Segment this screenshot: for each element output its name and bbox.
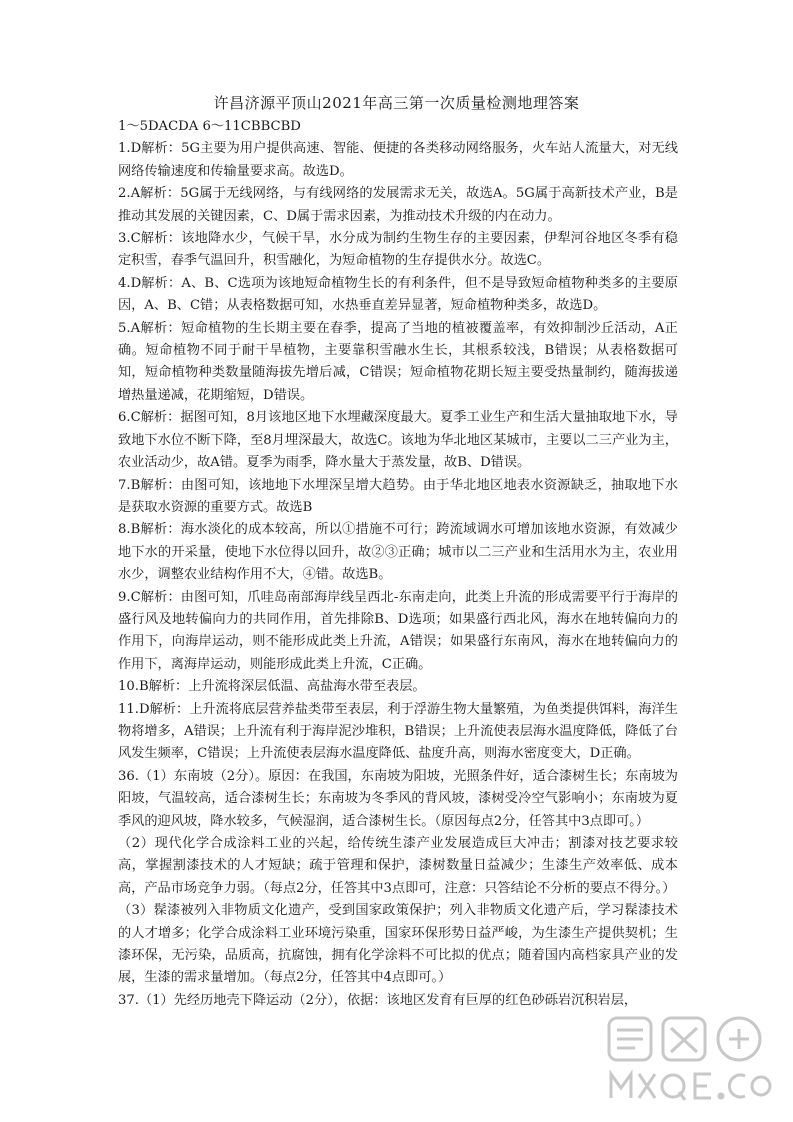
answer-paragraph: 3.C解析：该地降水少，气候干旱，水分成为制约生物生存的主要因素，伊犁河谷地区冬季有稳定积雪，春季气温回升，积雪融化，为短命植物的生存提供水分。故选C。 [118, 231, 678, 269]
answer-paragraph: 6.C解析：据图可知，8月该地区地下水埋藏深度最大。夏季工业生产和生活大量抽取地下水，导致地下水位不断下降，至8月埋深最大，故选C。该地为华北地区某城市，主要以二三产业为主，农业活动少，故A错。夏季为雨季，降水量大于蒸发量，故B、D错误。 [118, 410, 678, 471]
answer-paragraph: 2.A解析：5G属于无线网络，与有线网络的发展需求无关，故选A。5G属于高新技术产业，B是推动其发展的关键因素，C、D属于需求因素，为推动技术升级的内在动力。 [118, 186, 678, 224]
logo-mark [609, 1018, 760, 1060]
answer-paragraph: （2）现代化学合成涂料工业的兴起，给传统生漆产业发展造成巨大冲击；割漆对技艺要求较高，掌握割漆技术的人才短缺；疏于管理和保护，漆树数量日益减少；生漆生产效率低、成本高，产品市场竞争力弱。（每点2分，任答其中3点即可，注意：只答结论不分析的要点不得分。） [118, 836, 678, 896]
answer-paragraph: 1.D解析：5G主要为用户提供高速、智能、便捷的各类移动网络服务，火车站人流量大，对无线网络传输速度和传输量要求高。故选D。 [118, 141, 678, 179]
logo-url-mark [611, 1074, 770, 1100]
answer-paragraph: 10.B解析：上升流将深层低温、高盐海水带至表层。 [118, 679, 426, 695]
answer-paragraph: 9.C解析：由图可知，爪哇岛南部海岸线呈西北-东南走向，此类上升流的形成需要平行于海岸的盛行风及地转偏向力的共同作用，首先排除B、D选项；如果盛行西北风，海水在地转偏向力的作用下，向海岸运动，则不能形成此类上升流，A错误；如果盛行东南风，海水在地转偏向力的作用下，离海岸运动，则能形成此类上升流，C正确。 [118, 589, 678, 672]
answer-key-line: 1～5DACDA 6～11CBBCBD [118, 119, 301, 134]
answer-paragraph: 11.D解析：上升流将底层营养盐类带至表层，利于浮游生物大量繁殖，为鱼类提供饵料，海洋生物将增多，A错误；上升流有利于海岸泥沙堆积，B错误；上升流使表层海水温度降低，降低了台风发生频率，C错误；上升流使表层海水温度降低、盐度升高，则海水密度变大，D正确。 [118, 701, 678, 762]
document-body [118, 116, 678, 1012]
site-logo [603, 1012, 773, 1108]
answer-paragraph: 8.B解析：海水淡化的成本较高，所以①措施不可行；跨流域调水可增加该地水资源，有效减少地下水的开采量，使地下水位得以回升，故②③正确；城市以二三产业和生活用水为主，农业用水少，调整农业结构作用不大，④错。故选B。 [118, 522, 678, 583]
answer-paragraph: （3）髹漆被列入非物质文化遗产，受到国家政策保护；列入非物质文化遗产后，学习髹漆技术的人才增多；化学合成涂料工业环境污染重，国家环保形势日益严峻，为生漆生产提供契机；生漆环保，无污染，品质高，抗腐蚀，拥有化学涂料不可比拟的优点；随着国内高档家具产业的发展，生漆的需求量增加。（每点2分，任答其中4点即可。） [118, 903, 678, 986]
answer-paragraph: 37.（1）先经历地壳下降运动（2分），依据：该地区发育有巨厚的红色砂砾岩沉积岩层， [118, 992, 638, 1008]
answer-paragraph: 5.A解析：短命植物的生长期主要在春季，提高了当地的植被覆盖率，有效抑制沙丘活动，A正确。短命植物不同于耐干旱植物，主要靠积雪融水生长，其根系较浅，B错误；从表格数据可知，短命植物种类数量随海拔先增后减，C错误；短命植物花期长短主要受热量制约，随海拔递增热量递减，花期缩短，D错误。 [118, 320, 678, 403]
answer-paragraph: 4.D解析：A、B、C选项为该地短命植物生长的有利条件，但不是导致短命植物种类多的主要原因，A、B、C错；从表格数据可知，水热垂直差异显著，短命植物种类多，故选D。 [118, 275, 678, 314]
answer-paragraph: 36.（1）东南坡（2分）。原因：在我国，东南坡为阳坡，光照条件好，适合漆树生长；东南坡为阳坡，气温较高，适合漆树生长；东南坡为冬季风的背风坡，漆树受冷空气影响小；东南坡为夏季风的迎风坡，降水较多，气候湿润，适合漆树生长。（原因每点2分，任答其中3点即可。） [118, 768, 678, 829]
answer-paragraph: 7.B解析：由图可知，该地地下水埋深呈增大趋势。由于华北地区地表水资源缺乏，抽取地下水是获取水资源的重要方式。故选B [118, 477, 678, 515]
document-title: 许昌济源平顶山2021年高三第一次质量检测地理答案 [213, 94, 580, 112]
